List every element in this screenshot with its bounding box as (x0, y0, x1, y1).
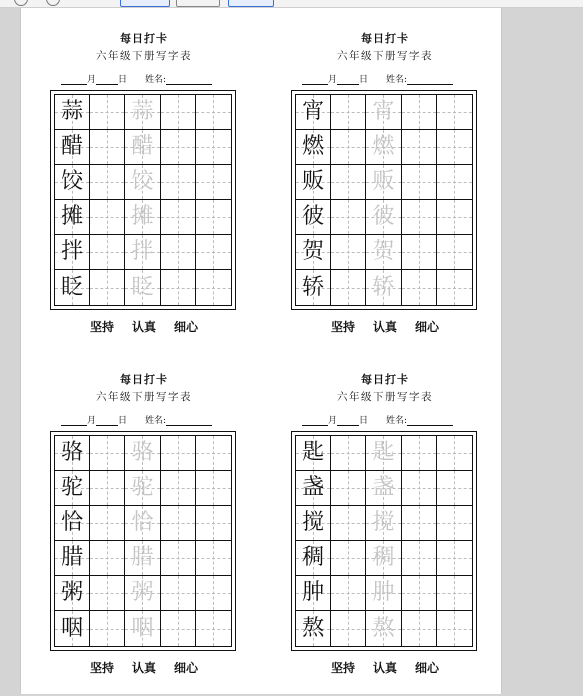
blank-cell[interactable] (331, 611, 366, 646)
trace-cell: 贩 (366, 165, 401, 200)
footer-word: 认真 (131, 320, 156, 334)
footer-word: 认真 (372, 661, 397, 675)
blank-cell[interactable] (90, 611, 125, 646)
circle-button-icon[interactable] (46, 0, 60, 6)
blank-cell[interactable] (196, 95, 231, 130)
card-title: 每日打卡 (361, 32, 409, 45)
blank-cell[interactable] (437, 611, 472, 646)
trace-cell: 饺 (125, 165, 160, 200)
blank-cell[interactable] (196, 611, 231, 646)
blank-cell[interactable] (161, 506, 196, 541)
blank-cell[interactable] (90, 130, 125, 165)
blank-cell[interactable] (402, 471, 437, 506)
toolbar-item[interactable] (538, 0, 566, 7)
blank-cell[interactable] (196, 436, 231, 471)
card-subtitle: 六年级下册写字表 (96, 50, 192, 62)
blank-cell[interactable] (437, 165, 472, 200)
trace-cell: 蒜 (125, 95, 160, 130)
toolbar (0, 0, 583, 8)
trace-cell: 驼 (125, 471, 160, 506)
day-label: 日 (118, 75, 128, 85)
name-label: 姓名: (386, 75, 408, 85)
blank-cell[interactable] (161, 130, 196, 165)
name-label: 姓名: (145, 75, 167, 85)
card-subtitle: 六年级下册写字表 (337, 391, 433, 403)
char-cell: 眨 (55, 270, 90, 305)
char-cell: 驼 (55, 471, 90, 506)
month-label: 月 (87, 416, 97, 426)
char-cell: 肿 (296, 576, 331, 611)
char-cell: 稠 (296, 541, 331, 576)
char-cell: 盏 (296, 471, 331, 506)
name-blank[interactable] (166, 75, 212, 85)
card-title: 每日打卡 (361, 373, 409, 386)
blank-cell[interactable] (90, 541, 125, 576)
card-footer (290, 659, 480, 676)
char-cell: 醋 (55, 130, 90, 165)
card-footer (49, 318, 239, 335)
blank-cell[interactable] (437, 235, 472, 270)
practice-card (49, 349, 239, 675)
practice-card (290, 349, 480, 675)
char-cell: 腊 (55, 541, 90, 576)
blank-cell[interactable] (331, 130, 366, 165)
trace-cell: 眨 (125, 270, 160, 305)
blank-cell[interactable] (161, 576, 196, 611)
blank-cell[interactable] (402, 165, 437, 200)
blank-cell[interactable] (161, 541, 196, 576)
card-title: 每日打卡 (120, 32, 168, 45)
name-label: 姓名: (386, 416, 408, 426)
char-cell: 贺 (296, 235, 331, 270)
blank-cell[interactable] (161, 436, 196, 471)
blank-cell[interactable] (437, 471, 472, 506)
trace-cell: 搅 (366, 506, 401, 541)
blank-cell[interactable] (161, 95, 196, 130)
blank-cell[interactable] (402, 576, 437, 611)
practice-card (290, 8, 480, 334)
trace-cell: 咽 (125, 611, 160, 646)
blank-cell[interactable] (196, 200, 231, 235)
day-label: 日 (118, 416, 128, 426)
blank-cell[interactable] (402, 235, 437, 270)
blank-cell[interactable] (196, 165, 231, 200)
char-cell: 燃 (296, 130, 331, 165)
view-tab[interactable] (120, 0, 170, 7)
char-cell: 搅 (296, 506, 331, 541)
blank-cell[interactable] (402, 436, 437, 471)
blank-cell[interactable] (196, 130, 231, 165)
blank-cell[interactable] (90, 471, 125, 506)
char-cell: 拌 (55, 235, 90, 270)
char-cell: 蒜 (55, 95, 90, 130)
toolbar-item[interactable] (334, 0, 364, 7)
footer-word: 认真 (131, 661, 156, 675)
blank-cell[interactable] (161, 270, 196, 305)
blank-cell[interactable] (196, 576, 231, 611)
blank-cell[interactable] (90, 165, 125, 200)
date-name-line (61, 413, 241, 427)
blank-cell[interactable] (161, 165, 196, 200)
char-cell: 彼 (296, 200, 331, 235)
card-subtitle: 六年级下册写字表 (337, 50, 433, 62)
month-label: 月 (87, 75, 97, 85)
char-cell: 匙 (296, 436, 331, 471)
blank-cell[interactable] (90, 436, 125, 471)
blank-cell[interactable] (331, 506, 366, 541)
card-footer (290, 318, 480, 335)
blank-cell[interactable] (90, 270, 125, 305)
blank-cell[interactable] (331, 471, 366, 506)
char-cell: 骆 (55, 436, 90, 471)
view-tab[interactable] (228, 0, 274, 7)
trace-cell: 恰 (125, 506, 160, 541)
blank-cell[interactable] (437, 95, 472, 130)
char-cell: 恰 (55, 506, 90, 541)
writing-grid (291, 431, 477, 651)
trace-cell: 稠 (366, 541, 401, 576)
char-cell: 宵 (296, 95, 331, 130)
blank-cell[interactable] (90, 95, 125, 130)
date-name-line (302, 413, 482, 427)
footer-word: 认真 (372, 320, 397, 334)
card-subtitle: 六年级下册写字表 (96, 391, 192, 403)
month-label: 月 (328, 416, 338, 426)
footer-word: 坚持 (330, 661, 355, 675)
blank-cell[interactable] (331, 270, 366, 305)
trace-cell: 燃 (366, 130, 401, 165)
blank-cell[interactable] (161, 471, 196, 506)
date-name-line (302, 72, 482, 86)
trace-cell: 摊 (125, 200, 160, 235)
blank-cell[interactable] (90, 576, 125, 611)
footer-word: 细心 (174, 661, 199, 675)
blank-cell[interactable] (402, 95, 437, 130)
blank-cell[interactable] (402, 270, 437, 305)
blank-cell[interactable] (90, 235, 125, 270)
blank-cell[interactable] (331, 576, 366, 611)
footer-word: 细心 (415, 661, 440, 675)
char-cell: 贩 (296, 165, 331, 200)
trace-cell: 粥 (125, 576, 160, 611)
blank-cell[interactable] (161, 200, 196, 235)
blank-cell[interactable] (437, 130, 472, 165)
char-cell: 粥 (55, 576, 90, 611)
writing-grid (50, 431, 236, 651)
blank-cell[interactable] (402, 200, 437, 235)
name-blank[interactable] (407, 416, 453, 426)
char-cell: 熬 (296, 611, 331, 646)
trace-cell: 醋 (125, 130, 160, 165)
trace-cell: 轿 (366, 270, 401, 305)
trace-cell: 肿 (366, 576, 401, 611)
card-title: 每日打卡 (120, 373, 168, 386)
blank-cell[interactable] (331, 235, 366, 270)
blank-cell[interactable] (437, 436, 472, 471)
name-blank[interactable] (166, 416, 212, 426)
footer-word: 细心 (415, 320, 440, 334)
blank-cell[interactable] (196, 506, 231, 541)
trace-cell: 盏 (366, 471, 401, 506)
trace-cell: 拌 (125, 235, 160, 270)
blank-cell[interactable] (402, 611, 437, 646)
trace-cell: 腊 (125, 541, 160, 576)
blank-cell[interactable] (437, 270, 472, 305)
blank-cell[interactable] (437, 541, 472, 576)
trace-cell: 宵 (366, 95, 401, 130)
blank-cell[interactable] (402, 506, 437, 541)
blank-cell[interactable] (90, 506, 125, 541)
card-footer (49, 659, 239, 676)
char-cell: 咽 (55, 611, 90, 646)
footer-word: 坚持 (89, 320, 114, 334)
blank-cell[interactable] (331, 436, 366, 471)
blank-cell[interactable] (437, 576, 472, 611)
view-tab[interactable] (176, 0, 220, 7)
blank-cell[interactable] (331, 200, 366, 235)
char-cell: 摊 (55, 200, 90, 235)
blank-cell[interactable] (196, 270, 231, 305)
blank-cell[interactable] (161, 235, 196, 270)
blank-cell[interactable] (90, 200, 125, 235)
toolbar-item[interactable] (398, 0, 438, 7)
footer-word: 细心 (174, 320, 199, 334)
blank-cell[interactable] (437, 200, 472, 235)
document-page (20, 8, 502, 694)
writing-grid (50, 90, 236, 310)
char-cell: 轿 (296, 270, 331, 305)
blank-cell[interactable] (331, 165, 366, 200)
month-label: 月 (328, 75, 338, 85)
trace-cell: 熬 (366, 611, 401, 646)
trace-cell: 彼 (366, 200, 401, 235)
blank-cell[interactable] (196, 541, 231, 576)
day-label: 日 (359, 416, 369, 426)
blank-cell[interactable] (402, 130, 437, 165)
scroll-area[interactable] (503, 8, 583, 696)
day-label: 日 (359, 75, 369, 85)
date-name-line (61, 72, 241, 86)
blank-cell[interactable] (331, 95, 366, 130)
footer-word: 坚持 (89, 661, 114, 675)
trace-cell: 匙 (366, 436, 401, 471)
writing-grid (291, 90, 477, 310)
name-blank[interactable] (407, 75, 453, 85)
footer-word: 坚持 (330, 320, 355, 334)
blank-cell[interactable] (331, 541, 366, 576)
char-cell: 饺 (55, 165, 90, 200)
practice-card (49, 8, 239, 334)
blank-cell[interactable] (437, 506, 472, 541)
trace-cell: 贺 (366, 235, 401, 270)
blank-cell[interactable] (402, 541, 437, 576)
name-label: 姓名: (145, 416, 167, 426)
blank-cell[interactable] (161, 611, 196, 646)
toolbar-item[interactable] (474, 0, 498, 7)
circle-button-icon[interactable] (14, 0, 28, 6)
blank-cell[interactable] (196, 235, 231, 270)
blank-cell[interactable] (196, 471, 231, 506)
trace-cell: 骆 (125, 436, 160, 471)
